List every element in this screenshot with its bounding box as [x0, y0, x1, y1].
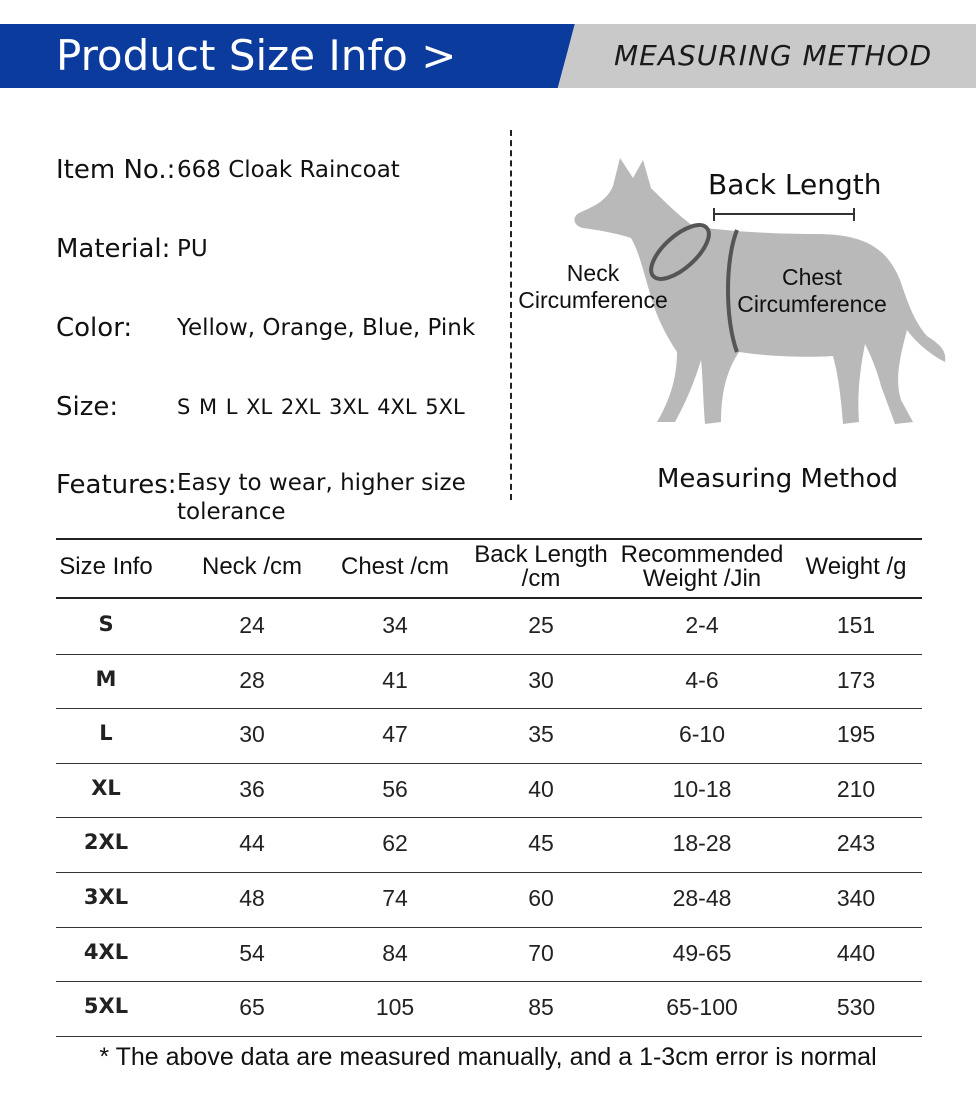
- table-cell: 6-10: [678, 721, 726, 748]
- neck-label-line2: Circumference: [518, 287, 668, 313]
- table-cell: 105: [375, 994, 415, 1021]
- table-cell: 70: [528, 939, 554, 966]
- color-label: Color:: [56, 313, 133, 343]
- header-banner: [0, 24, 976, 88]
- features-label: Features:: [56, 470, 177, 500]
- size-value: S M L XL 2XL 3XL 4XL 5XL: [177, 395, 465, 419]
- table-cell: 340: [836, 885, 876, 911]
- table-cell: 54: [239, 939, 265, 966]
- table-cell: 56: [382, 775, 408, 802]
- color-value: Yellow, Orange, Blue, Pink: [177, 315, 476, 341]
- measuring-diagram: [515, 130, 955, 440]
- header-weight: [771, 555, 941, 579]
- table-cell: 243: [836, 830, 876, 857]
- size-label: Size:: [56, 392, 119, 422]
- row-divider: [56, 927, 922, 928]
- table-cell: 28-48: [672, 885, 732, 911]
- table-cell: 2-4: [685, 612, 719, 638]
- size-cell: 2XL: [83, 830, 129, 855]
- row-divider: [56, 817, 922, 818]
- header-line: Neck /cm: [201, 553, 302, 580]
- table-cell: 25: [528, 612, 554, 638]
- row-divider: [56, 1036, 922, 1037]
- table-cell: 30: [528, 666, 554, 693]
- section-divider: [510, 130, 512, 500]
- row-divider: [56, 763, 922, 764]
- diagram-caption: Measuring Method: [657, 464, 899, 494]
- table-top-rule: [56, 538, 922, 540]
- chest-circumference-label: [734, 264, 890, 318]
- table-cell: 65-100: [666, 994, 738, 1021]
- size-cell: 4XL: [83, 939, 129, 964]
- table-cell: 151: [836, 612, 876, 638]
- back-length-label: Back Length: [708, 168, 882, 201]
- row-divider: [56, 872, 922, 873]
- item-no-value: 668 Cloak Raincoat: [177, 157, 400, 183]
- item-no-label: Item No.:: [56, 155, 176, 185]
- size-cell: XL: [91, 775, 121, 800]
- table-cell: 34: [382, 612, 408, 638]
- row-divider: [56, 654, 922, 655]
- table-cell: 35: [528, 721, 554, 748]
- header-line: Weight /g: [805, 553, 907, 580]
- table-cell: 440: [836, 939, 876, 966]
- table-cell: 18-28: [672, 830, 732, 857]
- material-label: Material:: [56, 234, 171, 264]
- table-header-rule: [56, 597, 922, 599]
- features-value: Easy to wear, higher size tolerance: [177, 470, 466, 525]
- table-cell: 45: [528, 830, 554, 857]
- table-cell: 195: [836, 721, 876, 748]
- header-line: Back Length: [474, 541, 608, 568]
- table-cell: 62: [382, 830, 408, 857]
- material-value: PU: [177, 236, 208, 262]
- table-cell: 85: [528, 994, 554, 1021]
- header-size-info: [21, 555, 191, 579]
- table-cell: 84: [382, 939, 408, 966]
- header-recommended-weight: [617, 543, 787, 591]
- page-title: Product Size Info >: [56, 31, 457, 80]
- row-divider: [56, 981, 922, 982]
- table-cell: 24: [239, 612, 265, 638]
- size-cell: 3XL: [83, 885, 129, 909]
- size-cell: 5XL: [83, 994, 129, 1019]
- table-cell: 41: [382, 666, 408, 693]
- table-cell: 47: [382, 721, 408, 748]
- table-cell: 48: [239, 885, 265, 911]
- table-cell: 49-65: [672, 939, 732, 966]
- size-cell: L: [99, 721, 113, 746]
- row-divider: [56, 708, 922, 709]
- table-cell: 10-18: [672, 775, 732, 802]
- chest-label-line2: Circumference: [737, 291, 887, 317]
- table-cell: 4-6: [685, 666, 719, 693]
- table-cell: 30: [239, 721, 265, 748]
- table-cell: 40: [528, 775, 554, 802]
- header-back-length: [456, 543, 626, 591]
- header-line: Size Info: [59, 553, 153, 580]
- table-cell: 44: [239, 830, 265, 857]
- table-cell: 210: [836, 775, 876, 802]
- table-cell: 173: [836, 666, 876, 693]
- size-cell: M: [95, 666, 117, 691]
- header-line: Recommended: [620, 541, 784, 568]
- chest-label-line1: Chest: [781, 264, 843, 290]
- header-line: /cm: [521, 565, 561, 592]
- header-line: Weight /Jin: [642, 565, 762, 592]
- header-chest: [310, 555, 480, 579]
- table-cell: 36: [239, 775, 265, 802]
- neck-label-line1: Neck: [566, 260, 620, 286]
- table-cell: 530: [836, 994, 876, 1021]
- table-cell: 28: [239, 666, 265, 693]
- footnote: * The above data are measured manually, and a 1-3cm error is normal: [99, 1043, 877, 1071]
- size-cell: S: [98, 612, 114, 636]
- table-cell: 60: [528, 885, 554, 911]
- measuring-method-heading: MEASURING METHOD: [614, 39, 933, 72]
- table-cell: 65: [239, 994, 265, 1021]
- table-cell: 74: [382, 885, 408, 911]
- header-line: Chest /cm: [340, 553, 450, 580]
- neck-circumference-label: [515, 260, 671, 314]
